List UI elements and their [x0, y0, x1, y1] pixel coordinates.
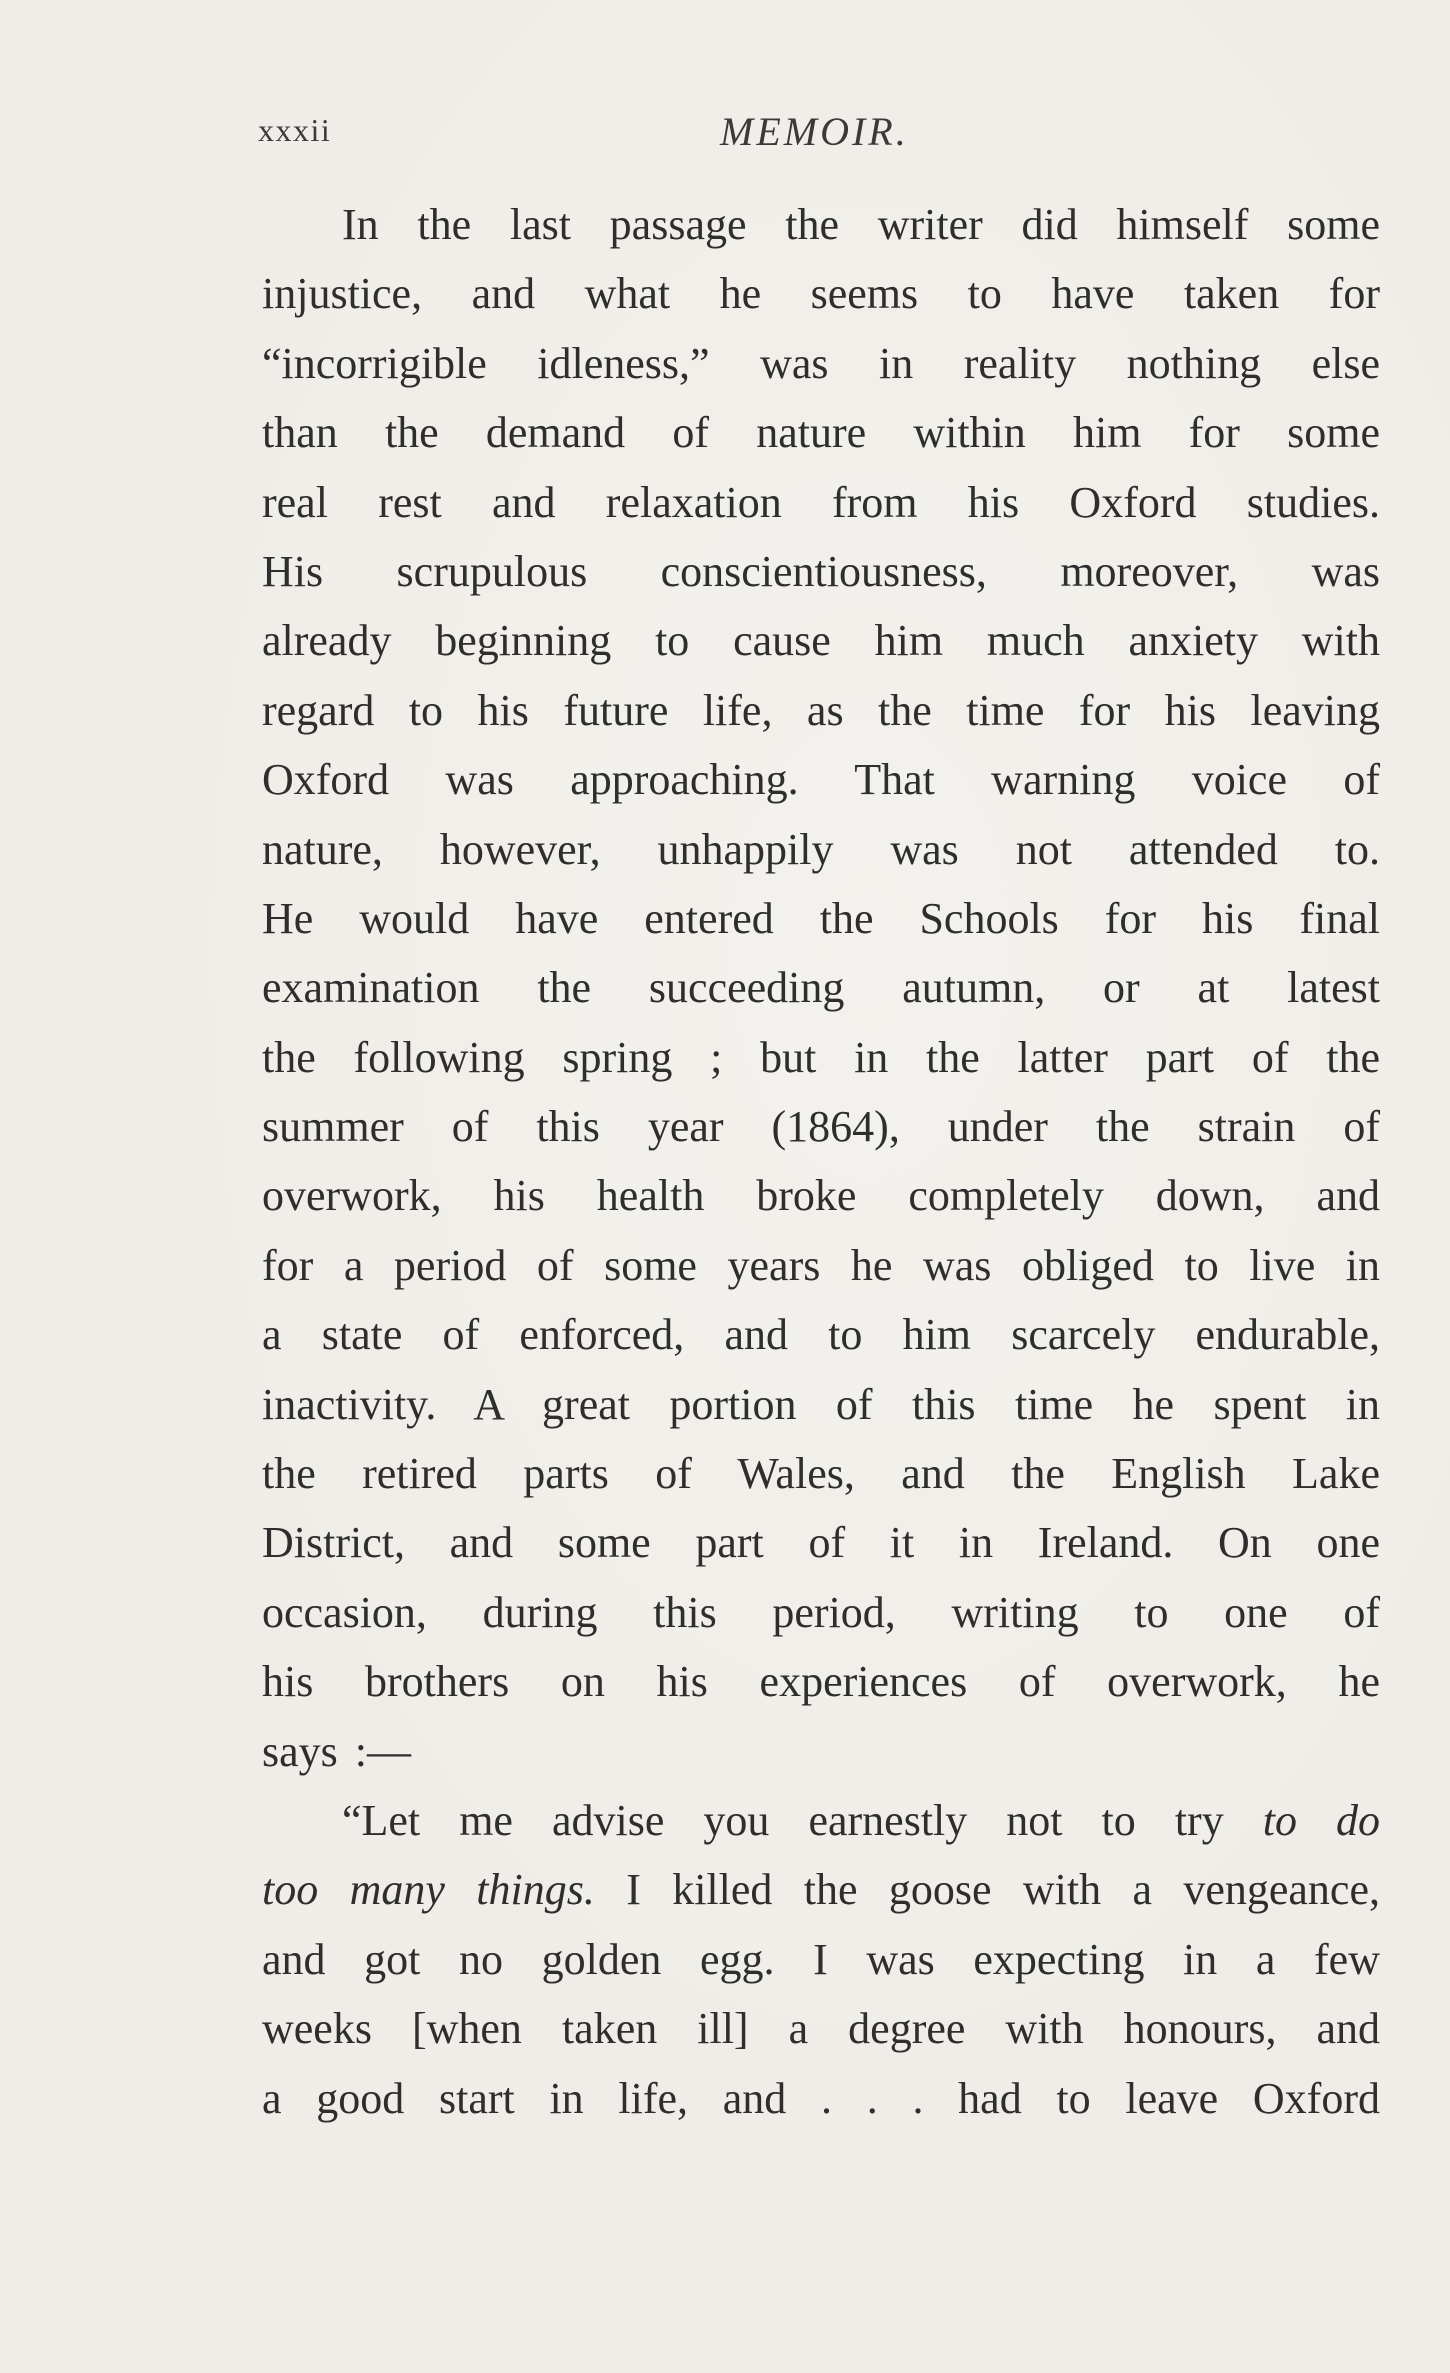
text-line: inactivity. A great portion of this time he spent in: [262, 1379, 1380, 1429]
text-line: Oxford was approaching. That warning voice of: [262, 755, 1380, 805]
quote-text: I killed the goose with a vengeance,: [626, 1865, 1380, 1915]
quote-line: [262, 1855, 1380, 1924]
running-title: MEMOIR.: [720, 109, 909, 154]
body-text: [262, 190, 1380, 2133]
quote-line: weeks [when taken ill] a degree with honours, and: [262, 2004, 1380, 2054]
text-line: his brothers on his experiences of overwork, he: [262, 1657, 1380, 1707]
text-line: nature, however, unhappily was not attended to.: [262, 824, 1380, 874]
text-line: injustice, and what he seems to have taken for: [262, 269, 1380, 319]
text-line: occasion, during this period, writing to one of: [262, 1587, 1380, 1637]
text-line: examination the succeeding autumn, or at latest: [262, 963, 1380, 1013]
quote-line: and got no golden egg. I was expecting in a few: [262, 1934, 1380, 1984]
text-line: a state of enforced, and to him scarcely endurable,: [262, 1310, 1380, 1360]
text-line: “incorrigible idleness,” was in reality nothing else: [262, 338, 1380, 388]
quote-italic-text: too many things.: [262, 1865, 595, 1915]
text-line: He would have entered the Schools for his final: [262, 893, 1380, 943]
running-head: [0, 109, 1450, 172]
text-line: for a period of some years he was obliged to live in: [262, 1240, 1380, 1290]
text-line: already beginning to cause him much anxiety with: [262, 616, 1380, 666]
text-line: regard to his future life, as the time for his leaving: [262, 685, 1380, 735]
quote-line: a good start in life, and . . . had to leave Oxford: [262, 2073, 1380, 2123]
quote-text: “Let me advise you earnestly not to try: [342, 1795, 1224, 1845]
text-line: overwork, his health broke completely down, and: [262, 1171, 1380, 1221]
text-line: District, and some part of it in Ireland. On one: [262, 1518, 1380, 1568]
text-line: the retired parts of Wales, and the English Lake: [262, 1449, 1380, 1499]
text-line: real rest and relaxation from his Oxford studies.: [262, 477, 1380, 527]
text-line: the following spring ; but in the latter part of the: [262, 1032, 1380, 1082]
text-line: than the demand of nature within him for some: [262, 408, 1380, 458]
text-line: In the last passage the writer did himself some: [342, 200, 1380, 249]
text-line: says :—: [262, 1726, 411, 1776]
quote-line: [262, 1786, 1380, 1855]
text-line: summer of this year (1864), under the strain of: [262, 1102, 1380, 1152]
page-number: xxxii: [258, 112, 332, 148]
quote-italic-text: to do: [1262, 1795, 1381, 1845]
text-line: His scrupulous conscientiousness, moreover, was: [262, 546, 1380, 596]
